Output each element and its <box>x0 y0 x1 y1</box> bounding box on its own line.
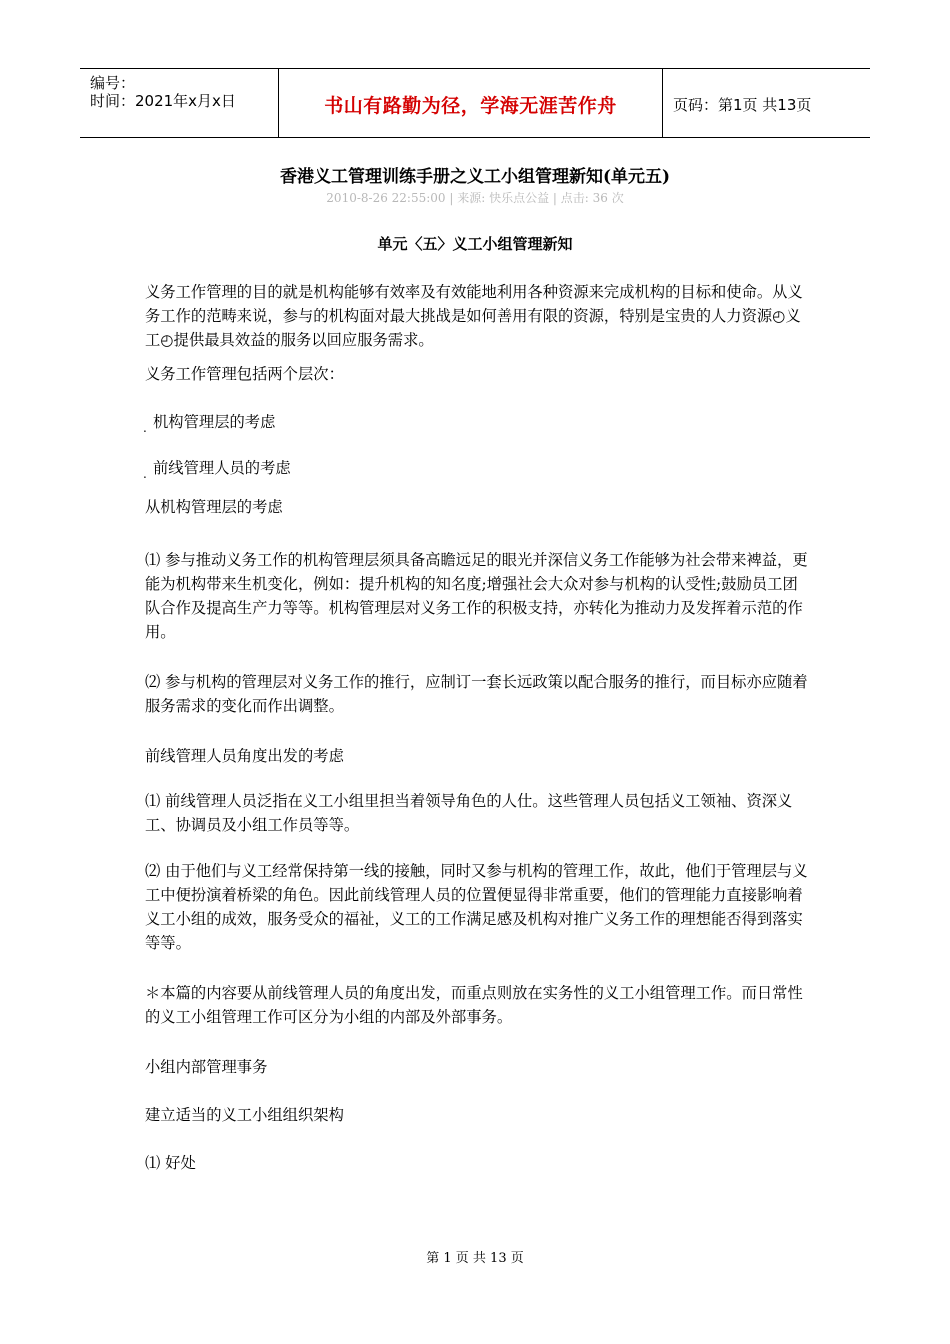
body-paragraph: ⑴ 前线管理人员泛指在义工小组里担当着领导角色的人仕。这些管理人员包括义工领袖、资深义工、协调员及小组工作员等等。 <box>145 792 793 834</box>
header-motto: 书山有路勤为径，学海无涯苦作舟 <box>324 95 617 117</box>
document-number-label: 编号： <box>90 74 136 92</box>
header-page-label: 页码：第1页 共13页 <box>673 96 812 114</box>
body-paragraph: ＊本篇的内容要从前线管理人员的角度出发，而重点则放在实务性的义工小组管理工作。而日常性的义工小组管理工作可区分为小组的内部及外部事务。 <box>145 984 803 1026</box>
body-paragraph: 建立适当的义工小组组织架构 <box>145 1106 344 1124</box>
body-paragraph: 小组内部管理事务 <box>145 1058 268 1076</box>
page-footer: 第 1 页 共 13 页 <box>426 1251 524 1266</box>
body-paragraph: ⑵ 由于他们与义工经常保持第一线的接触，同时又参与机构的管理工作，故此，他们于管理层与义工中便扮演着桥梁的角色。因此前线管理人员的位置便显得非常重要，他们的管理能力直接影响着义工小组的成效，服务受众的福祉，义工的工作满足感及机构对推广义务工作的理想能否得到落实等等。 <box>145 862 808 952</box>
document-header <box>80 68 870 138</box>
bullet-item <box>145 456 818 480</box>
bullet-text: 前线管理人员的考虑 <box>153 459 291 477</box>
header-motto-cell <box>278 69 663 137</box>
bullet-text: 机构管理层的考虑 <box>153 413 276 431</box>
body-paragraph: 从机构管理层的考虑 <box>145 498 283 516</box>
header-right-cell <box>663 69 870 137</box>
bullet-item <box>145 410 818 434</box>
body-paragraph: ⑴ 参与推动义务工作的机构管理层须具备高瞻远足的眼光并深信义务工作能够为社会带来裨益，更能为机构带来生机变化，例如：提升机构的知名度;增强社会大众对参与机构的认受性;鼓励员工团队合作及提高生产力等等。机构管理层对义务工作的积极支持，亦转化为推动力及发挥着示范的作用。 <box>145 551 808 641</box>
header-left-cell <box>80 69 278 137</box>
body-paragraph: 前线管理人员角度出发的考虑 <box>145 747 344 765</box>
document-subtitle: 单元〈五〉义工小组管理新知 <box>377 235 573 253</box>
body-paragraph: 义务工作管理的目的就是机构能够有效率及有效能地利用各种资源来完成机构的目标和使命。从义务工作的范畴来说，参与的机构面对最大挑战是如何善用有限的资源，特别是宝贵的人力资源◴义工◴提供最具效益的服务以回应服务需求。 <box>145 283 803 349</box>
document-time-label: 时间：2021年x月x日 <box>90 92 236 110</box>
bullet-dot-icon: . <box>143 421 147 435</box>
document-title: 香港义工管理训练手册之义工小组管理新知(单元五) <box>279 167 671 187</box>
body-paragraph: ⑵ 参与机构的管理层对义务工作的推行，应制订一套长远政策以配合服务的推行，而目标亦应随着服务需求的变化而作出调整。 <box>145 673 808 715</box>
body-paragraph: 义务工作管理包括两个层次： <box>145 365 344 383</box>
document-meta: 2010-8-26 22:55:00 | 来源: 快乐点公益 | 点击: 36 次 <box>326 191 624 205</box>
body-paragraph: ⑴ 好处 <box>145 1154 196 1172</box>
bullet-dot-icon: . <box>143 467 147 481</box>
